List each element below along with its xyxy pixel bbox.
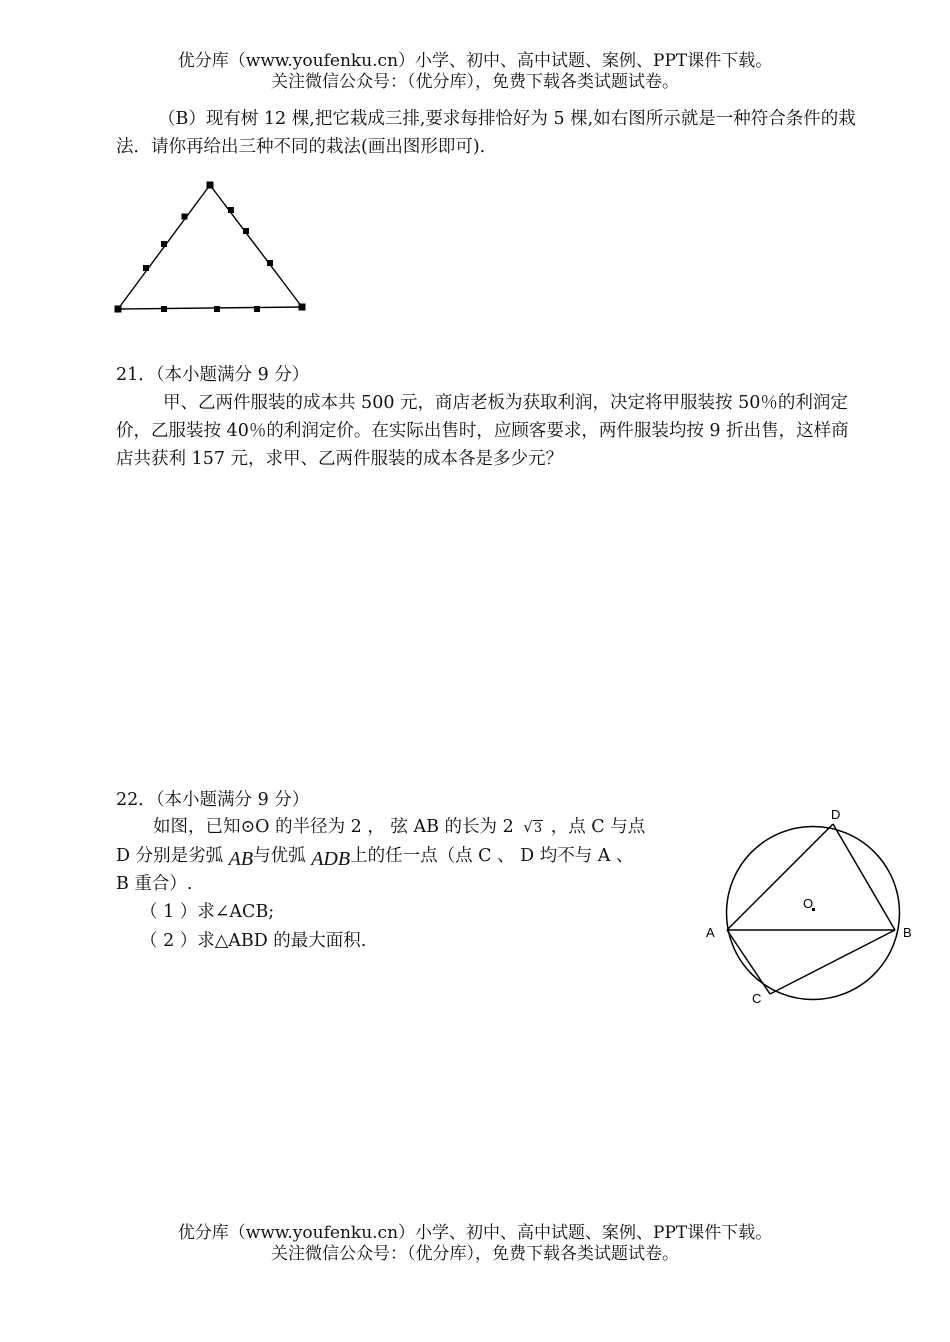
sqrt-expression: √3 [523,818,543,836]
q21-line-2: 价，乙服装按 40％的利润定价。在实际出售时，应顾客要求，两件服装均按 9 折出售，这样商 [116,421,849,441]
tree-dot [243,228,249,234]
tree-dot [161,306,167,312]
tree-dot [214,306,220,312]
label-c: C [752,991,762,1006]
segment-cb [770,930,895,994]
header-line-1: 优分库（www.youfenku.cn）小学、初中、高中试题、案例、PPT课件下载。 [177,51,773,71]
q21-title: 21．（本小题满分 9 分） [116,365,310,385]
tree-dot [267,260,273,266]
q22-line-2-b: 与优弧 [253,846,306,866]
footer-line-2: 关注微信公众号：（优分库），免费下载各类试题试卷。 [271,1244,679,1264]
q22-line-1 [153,813,645,843]
tree-dot [161,241,167,247]
q22-title: 22．（本小题满分 9 分） [116,790,310,810]
footer-line-1: 优分库（www.youfenku.cn）小学、初中、高中试题、案例、PPT课件下载。 [177,1223,773,1243]
label-b: B [903,925,912,940]
tree-dot [254,306,260,312]
arc-ab-label: AB [228,848,254,870]
tree-dot [299,304,306,311]
label-o: O [803,896,814,911]
tree-dot [207,182,214,189]
q22-line-1-a: 如图，已知⊙O 的半径为 2 ， 弦 AB 的长为 2 [153,817,514,837]
tree-dot [228,207,234,213]
segment-db [833,824,895,930]
header-line-2: 关注微信公众号：（优分库），免费下载各类试题试卷。 [271,72,679,92]
segment-ad [727,824,833,930]
q22-line-1-b: ，点 C 与点 [550,817,646,837]
sqrt-radicand: 3 [533,821,543,836]
q22-line-3: B 重合）. [116,874,193,894]
q22-line-2 [116,841,634,870]
circle-figure [700,800,925,1015]
q22-sub-2: （ 2 ）求△ABD 的最大面积. [140,931,367,951]
circle-o [727,827,900,1000]
tree-dot [182,214,188,220]
arc-adb-label: ADB [311,848,351,870]
label-a: A [706,925,715,940]
tree-dot [115,306,122,313]
label-d: D [831,807,841,822]
triangle-outline [118,185,302,309]
q22-sub-1: （ 1 ）求∠ACB; [140,902,275,922]
q22-line-2-a: D 分别是劣弧 [116,846,224,866]
q20b-line-2: 法．请你再给出三种不同的栽法(画出图形即可). [116,137,486,157]
q21-line-1: 甲、乙两件服装的成本共 500 元，商店老板为获取利润，决定将甲服装按 50％的利润定 [163,393,848,413]
tree-triangle-figure [110,176,315,318]
q22-line-2-c: 上的任一点（点 C 、 D 均不与 A 、 [350,846,634,866]
q20b-line-1: （B）现有树 12 棵,把它栽成三排,要求每排恰好为 5 棵,如右图所示就是一种符合条件的栽 [158,109,856,129]
tree-dot [143,265,149,271]
q21-line-3: 店共获利 157 元，求甲、乙两件服装的成本各是多少元？ [116,449,564,469]
segment-ac [727,930,770,994]
